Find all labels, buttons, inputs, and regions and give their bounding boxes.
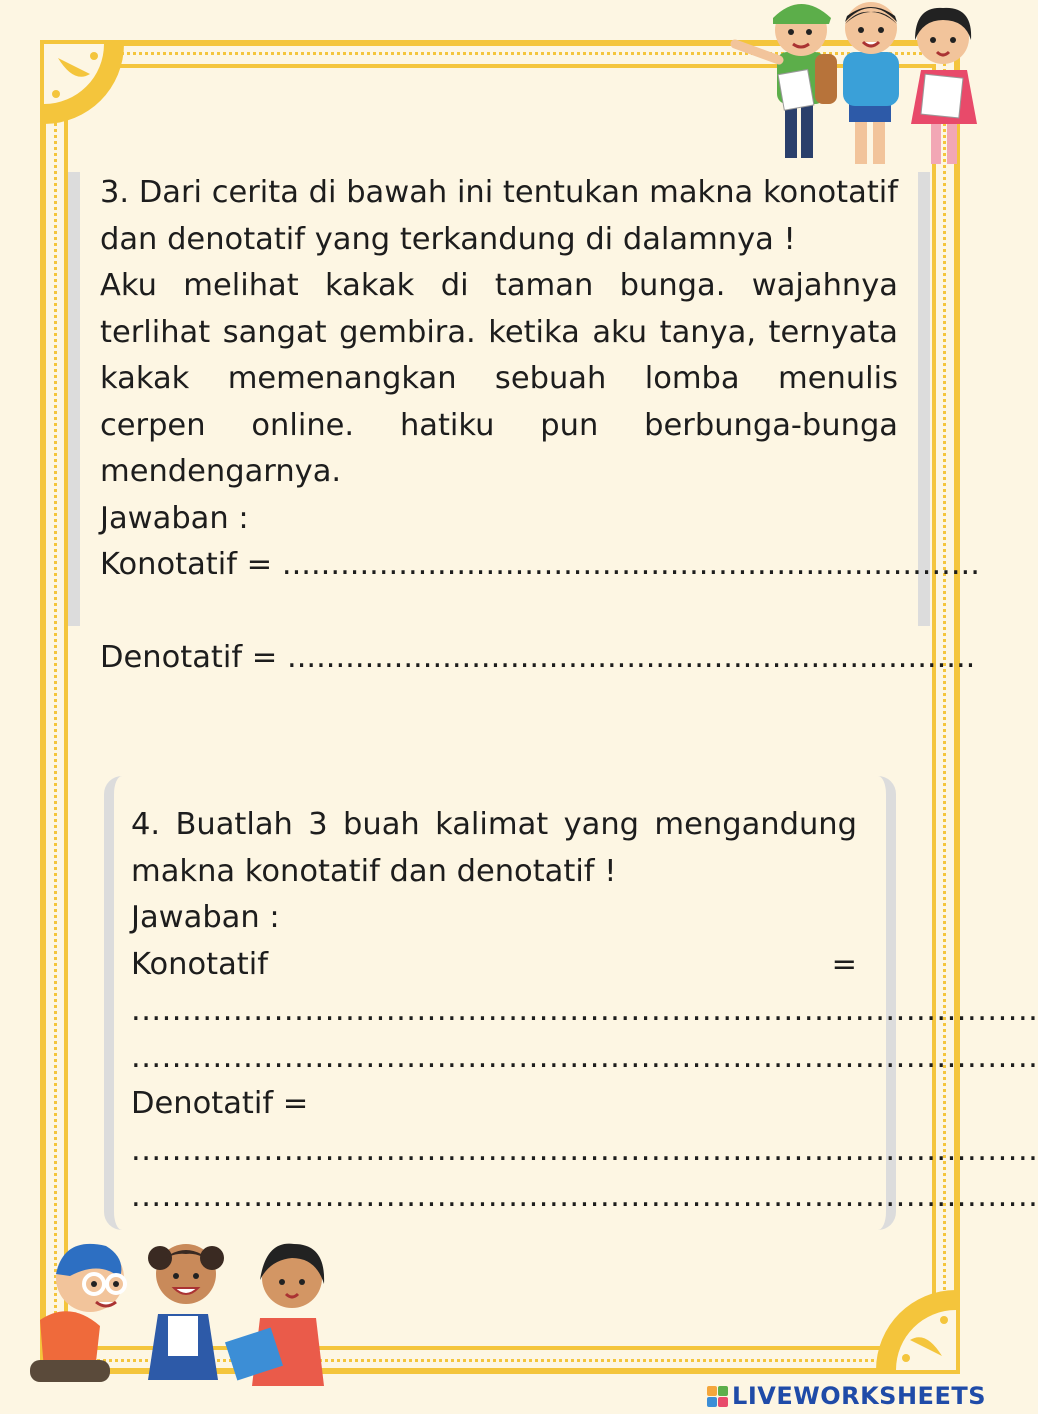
denotatif-label: Denotatif = [100,640,288,675]
question-3 [100,170,980,682]
brand-name: LIVEWORKSHEETS [732,1382,986,1410]
liveworksheets-logo-icon [707,1386,728,1407]
corner-ornament-bottom-right [866,1280,956,1370]
question-4-prompt: 4. Buatlah 3 buah kalimat yang mengandung makna konotatif dan denotatif ! [131,807,857,889]
students-illustration-bottom [30,1230,330,1400]
question-4-answer-label: Jawaban : [131,900,280,935]
denotatif-answer-line-1[interactable]: ......................................................................................... [131,1132,1038,1168]
question-3-denotatif-row [100,635,976,682]
denotatif-label: Denotatif = [131,1086,309,1121]
question-3-prompt: 3. Dari cerita di bawah ini tentukan makna konotatif dan denotatif yang terkandung di dalamnya ! [100,175,898,257]
question-3-konotatif-row [100,542,980,589]
konotatif-label: Konotatif [131,946,268,982]
question-3-answer-label: Jawaban : [100,500,249,536]
konotatif-answer-line-1[interactable]: ......................................................................................... [131,993,1038,1028]
corner-ornament-top-left [44,44,134,134]
question-4-konotatif-row [131,942,857,989]
konotatif-answer-line-2[interactable]: ......................................................................................... [131,1039,1038,1075]
konotatif-equals: = [831,946,857,982]
denotatif-answer-line-2[interactable]: ......................................................................................... [131,1179,1038,1214]
question-4 [131,802,1038,1221]
konotatif-answer-field[interactable]: ........................................................................ [281,547,980,582]
question-3-story: Aku melihat kakak di taman bunga. wajahnya terlihat sangat gembira. ketika aku tanya, ternyata kakak memenangkan sebuah lomba menulis cerpen online. hatiku pun berbunga-bunga mendengarnya. [100,268,898,489]
liveworksheets-watermark [707,1382,986,1410]
denotatif-answer-field[interactable]: ....................................................................... [287,640,976,675]
konotatif-label: Konotatif = [100,547,282,582]
students-illustration-top [745,0,995,170]
